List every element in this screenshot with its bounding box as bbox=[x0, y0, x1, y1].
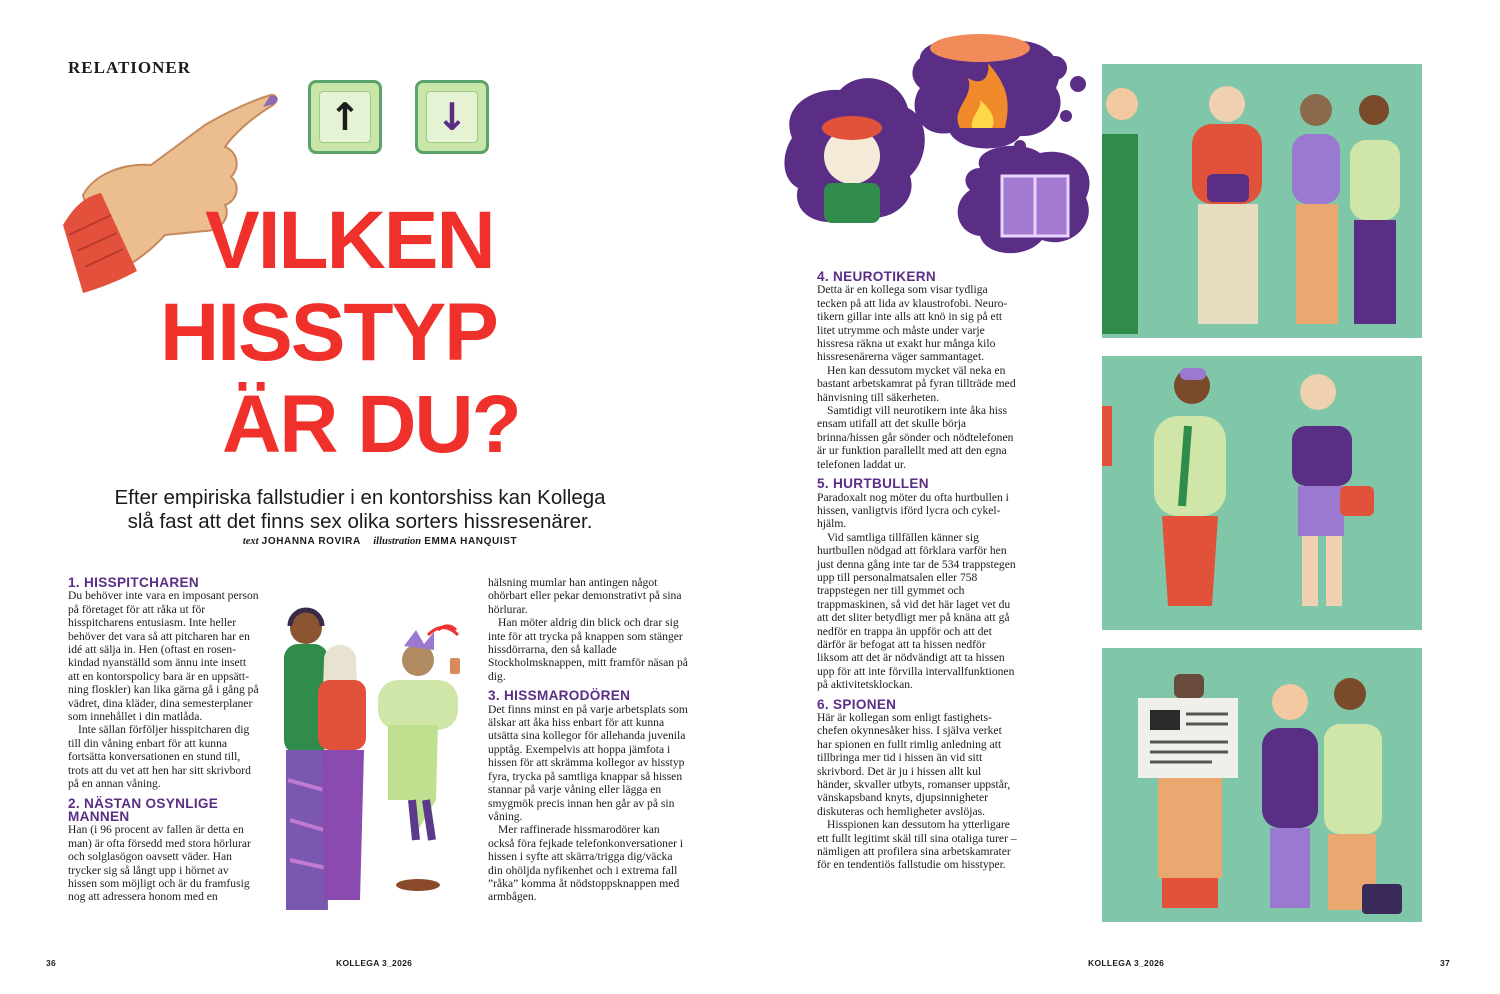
illustration-panel-hurtbullen bbox=[1102, 356, 1422, 630]
magazine-issue-right: KOLLEGA 3_2026 bbox=[1088, 958, 1165, 968]
byline-author: JOHANNA ROVIRA bbox=[261, 536, 361, 547]
headline-line-3: ÄR DU? bbox=[222, 379, 520, 470]
article-column-2 bbox=[488, 576, 688, 904]
body-paragraph: Hisspionen kan dessutom ha ytterligare ett fullt legitimt skäl till sina otaliga turer – nämligen att profilera sina arbetskamrater för en tendentiös fallstudie om hisstyper. bbox=[817, 818, 1017, 872]
byline-text-label: text bbox=[242, 536, 259, 547]
arrow-up-icon: ↑ bbox=[329, 95, 361, 139]
magazine-issue-left: KOLLEGA 3_2026 bbox=[336, 958, 413, 968]
byline-illustration-label: illustration bbox=[373, 536, 422, 547]
elevator-down-button bbox=[415, 80, 489, 154]
page-number-right: 37 bbox=[1440, 958, 1451, 968]
page-number-left: 36 bbox=[46, 958, 57, 968]
body-paragraph: Här är kollegan som enligt fastighetschefen okynnesåker hiss. I själva verket har spionen en fullt rimlig anledning att tillbringa mer tid i hissen än vid sitt skrivbord. Det är ju i hissen allt kul händer, skvaller utbyts, romanser uppstår, vänskapsband knyts, djupsinnigheter diskuteras och hemligheter avslöjas. bbox=[817, 711, 1011, 818]
body-paragraph: Han (i 96 procent av fallen är detta en man) är ofta försedd med stora hörlurar och solglasögon oavsett väder. Han trycker sig så långt upp i hörnet av hissen som möjligt och är du framfusig nog att adressera honom med en bbox=[68, 823, 251, 904]
illustration-panel-spionen bbox=[1102, 648, 1422, 922]
byline bbox=[180, 536, 580, 547]
spy-with-newspaper-illustration bbox=[1102, 648, 1422, 922]
subhead-hisspitcharen: 1. HISSPITCHAREN bbox=[68, 575, 199, 590]
elevator-characters-illustration bbox=[268, 600, 478, 930]
body-paragraph: Detta är en kollega som visar tydliga tecken på att lida av klaustrofobi. Neurotikern gillar inte alls att knö in sig på ett litet utrymme och måste under varje hissresa räkna ut exakt hur många kilo hissresenärerna väger sammantaget. bbox=[817, 283, 1008, 364]
body-paragraph: hälsning mumlar han antingen något ohörbart eller pekar demonstrativt på sina hörlurar. bbox=[488, 576, 682, 616]
subhead-hissmarodoren: 3. HISSMARODÖREN bbox=[488, 688, 631, 704]
byline-illustrator: EMMA HANQUIST bbox=[424, 536, 518, 547]
elevator-up-button bbox=[308, 80, 382, 154]
illustration-panel-neurotic bbox=[1102, 64, 1422, 338]
article-deck: Efter empiriska fallstudier i en kontorshiss kan Kollega slå fast att det finns sex olika sorters hissresenärer. bbox=[114, 486, 606, 533]
body-paragraph: Du behöver inte vara en imposant person på företaget för att råka ut för hisspitcharens entusiasm. Inte heller behöver det vara så att pitcharen har en idé att sälja in. Hen (oftast en rosenkindad nyanställd som ännu inte insett att en kontorspolicy bara är en uppsättning floskler) kan lika gärna gå i gång på vädret, dina kläder, dina semesterplaner som innehållet i din matlåda. bbox=[68, 589, 259, 724]
body-paragraph: Paradoxalt nog möter du ofta hurtbullen i hissen, vanligtvis iförd lycra och cykelhjälm. bbox=[817, 490, 1009, 531]
subhead-hurtbullen: 5. HURTBULLEN bbox=[817, 476, 929, 492]
body-paragraph: Mer raffinerade hissmarodörer kan också föra fejkade telefonkonversationer i hissen i syfte att skärra/trigga dig/väcka din ohöljda nyfikenhet och i extrema fall ”råka” komma åt nödstoppsknappen med armbågen. bbox=[488, 823, 684, 904]
body-paragraph: Hen kan dessutom mycket väl neka en bastant arbetskamrat på fyran tillträde med hänvisning till säkerheten. bbox=[817, 363, 1016, 404]
body-paragraph: Samtidigt vill neurotikern inte åka hiss ensam utifall att det skulle börja brinna/hissen går sönder och nödtelefonen är ur funktion parallellt med att den egna telefonen laddat ur. bbox=[817, 404, 1014, 471]
section-label: RELATIONER bbox=[68, 58, 192, 77]
body-paragraph: Han möter aldrig din blick och drar sig inte för att trycka på knappen som stänger hissdörrarna, den så kallade Stockholmsknappen, mitt framför näsan på dig. bbox=[488, 616, 688, 683]
headline-line-2: HISSTYP bbox=[160, 287, 497, 378]
body-paragraph: Vid samtliga tillfällen känner sig hurtbullen nödgad att förklara varför hen just denna gång inte tar de 534 trappstegen upp till personalmatsalen eller 758 trappstegen ner till gymmet och trappmaskinen, så vid det här laget vet du att det sliter betydligt mer på knäna att gå nedför en trappa än uppför och att det därför är befogat att ta hissen nedför liksom att det är nödvändigt att ta hissen upp för att inte förvilla intervallfunktionen på aktivitetsklockan. bbox=[817, 530, 1016, 692]
subhead-spionen: 6. SPIONEN bbox=[817, 696, 897, 712]
subhead-nastan-osynlige-mannen: 2. NÄSTAN OSYNLIGE MANNEN bbox=[68, 795, 219, 824]
body-paragraph: Inte sällan förföljer hisspitcharen dig till din våning enbart för att kunna fortsätta konversationen en stund till, trots att du vet att hen har sitt skrivbord på en annan våning. bbox=[68, 723, 251, 791]
body-paragraph: Det finns minst en på varje arbetsplats som älskar att åka hiss enbart för att kunna utsätta sina kollegor för allehanda juvenila upptåg. Exempelvis att hoppa jämfota i hissen för att skrämma kollegor av hisstyp fyra, trycka på samtliga knappar så hissen stannar på varje våning eller lägga en smygmök precis innan hen går av på sin våning. bbox=[488, 702, 688, 823]
headline-line-1: VILKEN bbox=[205, 195, 494, 286]
article-column-1 bbox=[68, 576, 260, 904]
subhead-neurotikern: 4. NEUROTIKERN bbox=[817, 269, 937, 284]
crowded-elevator-illustration bbox=[1102, 64, 1422, 338]
talking-colleagues-illustration bbox=[1102, 356, 1422, 630]
arrow-down-icon: ↓ bbox=[436, 95, 468, 139]
thought-bubbles-illustration bbox=[780, 28, 1100, 273]
article-column-3 bbox=[817, 270, 1017, 872]
